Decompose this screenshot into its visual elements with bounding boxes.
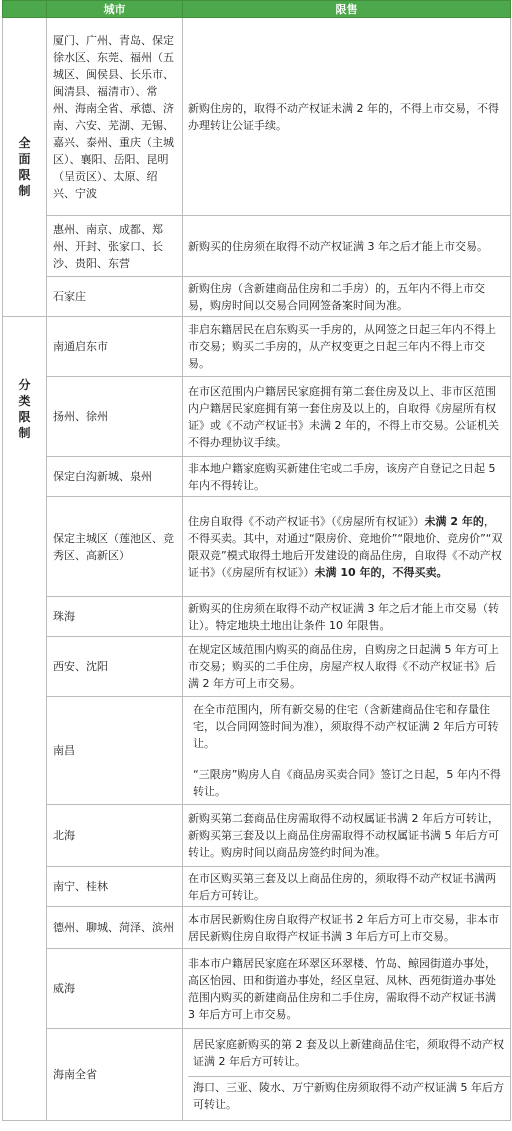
rule-cell: 新购买第二套商品住房需取得不动权属证书满 2 年后方可转让，新购买第三套及以上商品住房需取得不动权属证书满 5 年后方可转让。购房时间以商品房签约时间为准。	[183, 805, 511, 867]
city-cell: 德州、聊城、菏泽、滨州	[47, 907, 183, 949]
rule-part: 海口、三亚、陵水、万宁新购住房须取得不动产权证满 5 年后方可转让。	[188, 1076, 510, 1115]
rule-cell: 非本地户籍家庭购买新建住宅或二手房，该房产自登记之日起 5 年内不得转让。	[183, 457, 511, 497]
rule-highlight: 未满 2 年的	[424, 514, 484, 528]
table-row	[3, 1029, 511, 1121]
table-row	[3, 18, 511, 216]
table-row	[3, 377, 511, 457]
city-cell: 珠海	[47, 597, 183, 637]
header-category	[3, 1, 47, 18]
table-row	[3, 907, 511, 949]
category-full-restriction: 全面 限制	[3, 18, 47, 317]
rule-text: 住房自取得《不动产权证书》（《房屋所有权证》）	[188, 514, 425, 528]
table-row	[3, 949, 511, 1029]
city-cell: 海南全省	[47, 1029, 183, 1121]
city-cell: 扬州、徐州	[47, 377, 183, 457]
rule-cell: 新购买的住房须在取得不动产权证满 3 年之后才能上市交易（转让）。特定地块土地出让条件 10 年限售。	[183, 597, 511, 637]
table-row	[3, 317, 511, 377]
rule-part: 在全市范围内，所有新交易的住宅（含新建商品住宅和存量住宅，以合同网签时间为准），须取得不动产权证满 2 年后方可转让。	[193, 703, 499, 750]
table-header-row	[3, 1, 511, 18]
rule-cell: 新购买的住房须在取得不动产权证满 3 年之后才能上市交易。	[183, 216, 511, 277]
table-row	[3, 216, 511, 277]
rule-cell: 新购住房（含新建商品住房和二手房）的，五年内不得上市交易，购房时间以交易合同网签备案时间为准。	[183, 277, 511, 317]
restriction-table	[2, 0, 511, 1121]
rule-highlight: 未满 10 年的，不得买卖。	[314, 565, 448, 579]
rule-cell: 非本市户籍居民家庭在环翠区环翠楼、竹岛、鲸园街道办事处，高区怡园、田和街道办事处，经区皇冠、凤林、西苑街道办事处范围内购买的新建商品住房和二手住房，需取得不动产权证书满 3 年后方可上市交易。	[183, 949, 511, 1029]
city-cell: 石家庄	[47, 277, 183, 317]
rule-cell	[183, 697, 511, 805]
table-row	[3, 697, 511, 805]
rule-cell	[183, 497, 511, 597]
city-cell: 西安、沈阳	[47, 637, 183, 697]
rule-cell	[183, 1029, 511, 1121]
table-row	[3, 497, 511, 597]
header-restriction: 限售	[183, 1, 511, 18]
city-cell: 南宁、桂林	[47, 867, 183, 907]
table-row	[3, 867, 511, 907]
rule-cell: 在市区购买第三套及以上商品住房的，须取得不动产权证书满两年后方可转让。	[183, 867, 511, 907]
city-cell: 北海	[47, 805, 183, 867]
rule-part: “三限房”购房人自《商品房买卖合同》签订之日起，5 年内不得转让。	[193, 768, 501, 798]
table-row	[3, 597, 511, 637]
rule-cell: 在规定区域范围内购买的商品住房，自购房之日起满 5 年方可上市交易；购买的二手住房，房屋产权人取得《不动产权证书》后满 2 年方可上市交易。	[183, 637, 511, 697]
table-row	[3, 805, 511, 867]
table-row	[3, 637, 511, 697]
rule-cell: 非启东籍居民在启东购买一手房的，从网签之日起三年内不得上市交易；购买二手房的，从产权变更之日起三年内不得上市交易。	[183, 317, 511, 377]
city-cell: 威海	[47, 949, 183, 1029]
rule-cell: 新购住房的，取得不动产权证未满 2 年的，不得上市交易，不得办理转让公证手续。	[183, 18, 511, 216]
city-cell: 保定主城区（莲池区、竞秀区、高新区）	[47, 497, 183, 597]
city-cell: 厦门、广州、青岛、保定徐水区、东莞、福州（五城区、闽侯县、长乐市、闽清县、福清市）、常州、海南全省、承德、济南、六安、芜湖、无锡、嘉兴、泰州、重庆（主城区）、襄阳、岳阳、昆明（呈贡区）、太原、绍兴、宁波	[47, 18, 183, 216]
rule-cell: 在市区范围内户籍居民家庭拥有第二套住房及以上、非市区范围内户籍居民家庭拥有第一套住房及以上的，自取得《房屋所有权证》或《不动产权证书》未满 2 年的，不得上市交易。公证机关不得办理协议手续。	[183, 377, 511, 457]
rule-text: ，不得买卖。其中，对通过“限房价、竞地价”“限地价、竞房价”“双限双竞”模式取得土地后开发建设的商品住房，自取得《不动产权证书》（《房屋所有权证》）	[188, 514, 503, 579]
table-row	[3, 277, 511, 317]
city-cell: 南通启东市	[47, 317, 183, 377]
category-partial-restriction: 分类 限制	[3, 317, 47, 1121]
city-cell: 保定白沟新城、泉州	[47, 457, 183, 497]
header-city: 城市	[47, 1, 183, 18]
rule-cell: 本市居民新购住房自取得产权证书 2 年后方可上市交易，非本市居民新购住房自取得产权证书满 3 年后方可上市交易。	[183, 907, 511, 949]
table-row	[3, 457, 511, 497]
city-cell: 惠州、南京、成都、郑州、开封、张家口、长沙、贵阳、东营	[47, 216, 183, 277]
rule-part: 居民家庭新购买的第 2 套及以上新建商品住宅，须取得不动产权证满 2 年后方可转让。	[193, 1038, 504, 1068]
city-cell: 南昌	[47, 697, 183, 805]
